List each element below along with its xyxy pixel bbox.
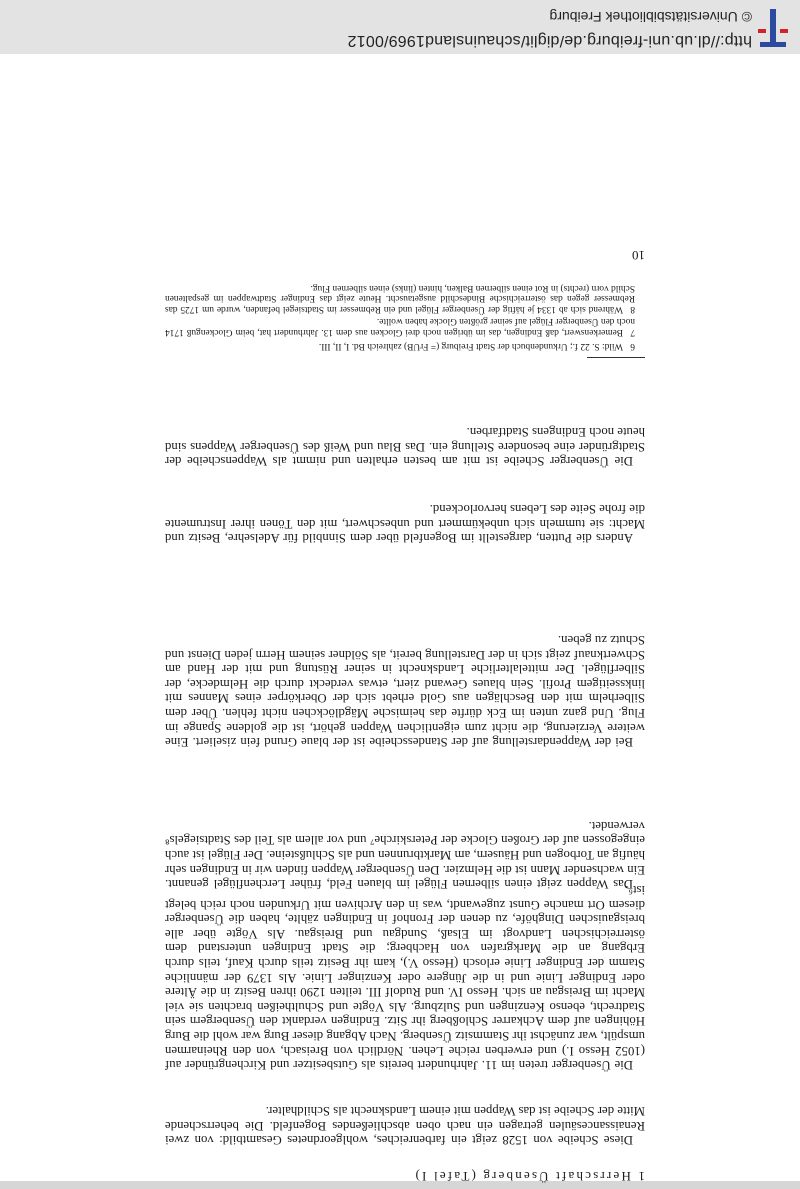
- footnote: [165, 340, 635, 351]
- ub-freiburg-logo-icon[interactable]: [750, 5, 796, 51]
- paragraph: Die Üsenberger treten im 11. Jahrhundert bereits als Gutsbesitzer und Kirchengründer auf (1052 Hesso I.) und erwerben reiche Lehen. Nördlich von Breisach, von den Rheinarmen umspült, war zunächst ihr Stammsitz Üsenberg. Nach Abgang dieser Burg war wohl die Burg Höhingen auf dem Achkarrer Schloßberg ihr Sitz. Endingen verdankt den Üsenbergern sein Stadtrecht, ebenso Kenzingen und Sulzburg. Als Vögte und Schultheißen brachten sie viel Macht im Breisgau an sich. Hesso IV. und Rudolf III. teilten 1290 ihren Besitz in die Ältere oder Endinger Linie und in die Jüngere oder Kenzinger Linie. Als 1379 der männliche Stamm der Endinger Linie erlosch (Hesso V.), kam ihr Besitz teils durch Kauf, teils durch Erbgang an die Markgrafen von Hachberg; die Stadt Endingen unterstand dem österreichischen Landvogt im Elsaß, Sundgau und Breisgau. Als Vögte über alle breisgauischen Dinghöfe, zu denen der Fronhof in Endingen zählte, haben die Üsenberger diesem Ort manche Gunst zugewandt, was in den Archiven mit Urkunden noch reich belegt ist⁶.: [165, 883, 645, 1073]
- footnote-mark: 7: [630, 327, 635, 337]
- footnote: [165, 282, 635, 314]
- paragraph: Die Üsenberger Scheibe ist mit am besten erhalten und nimmt als Wappenscheibe der Stadtgründer eine besondere Stellung ein. Das Blau und Weiß des Üsenberger Wappens sind heute noch Endingens Stadtfarben.: [165, 425, 645, 469]
- paragraph: Anders die Putten, dargestellt im Bogenfeld über dem Sinnbild für Adelsehre, Besitz und Macht: sie tummeln sich unbekümmert und unbeschwert, mit den Tönen ihrer Instrumente die frohe Seite des Lebens hervorlockend.: [165, 502, 645, 546]
- paragraph: Bei der Wappendarstellung auf der Standesscheibe ist der blaue Grund fein ziseliert. Eine weitere Verzierung, die nicht zum eigentlichen Wappen gehört, ist die goldene Spange im Flug. Und ganz unten im Eck dürfte das heimische Mägdlöckchen nicht fehlen. Über dem Silberhelm mit den Beschlägen aus Gold erhebt sich der Oberkörper eines Mannes mit linksseitigem Profil. Sein blaues Gewand ziert, etwas verdeckt durch die Helmdecke, der Silberflügel. Der mittelalterliche Landsknecht in seiner Rüstung und mit der Hand am Schwertknauf zeigt sich in der Darstellung bereit, als Söldner seinem Herrn jeden Dienst und Schutz zu geben.: [165, 633, 645, 750]
- paragraph: Diese Scheibe von 1528 zeigt ein farbenreiches, wohlgeordnetes Gesamtbild: von zwei Renaissancesäulen getragen ein nach oben abschließendes Bogenfeld. Die beherrschende Mitte der Scheibe ist das Wappen mit einem Landsknecht als Schildhalter.: [165, 1104, 645, 1148]
- viewer-header-bar: [0, 0, 800, 54]
- page-number: 10: [632, 248, 645, 263]
- footnote-mark: 8: [630, 304, 635, 314]
- footnote: [165, 316, 635, 337]
- footnote-text: Bemerkenswert, daß Endingen, das im übrigen noch drei Glocken aus dem 13. Jahrhundert hat, beim Glockenguß 1714 noch den Üsenberger Flügel auf seiner größten Glocke haben wollte.: [165, 316, 635, 337]
- footnote-divider: [587, 357, 645, 358]
- viewer-bottom-strip: [0, 1181, 800, 1189]
- section-title: 1 Herrschaft Üsenberg (Tafel I): [413, 1169, 645, 1184]
- paragraph: Das Wappen zeigt einen silbernen Flügel im blauen Feld, früher Lerchenflügel genannt. Ein wachsender Mann ist die Helmzier. Den Üsenberger Wappen finden wir in Endingen sehr häufig an Torbogen und Häusern, am Marktbrunnen und als Schlußsteine. Der Flügel ist auch eingegossen auf der Großen Glocke der Peterskirche⁷ und vor allem als Teil des Stadtsiegels⁸ verwendet.: [165, 818, 645, 892]
- document-url-link[interactable]: http://dl.ub.uni-freiburg.de/diglit/schauinsland1969/0012: [347, 32, 752, 49]
- footnote-text: Wild: S. 22 f.; Urkundenbuch der Stadt Freiburg (= FrUB) zahlreich Bd. I, II, III.: [318, 341, 623, 351]
- footnote-mark: 6: [630, 341, 635, 351]
- copyright-text: © Universitätsbibliothek Freiburg: [549, 9, 752, 25]
- footnote-text: Während sich ab 1334 je häftig der Üsenberger Flügel und ein Rebmesser im Stadtsiegel befanden, wurde um 1725 das Rebmesser gegen das österreichische Bindeschild ausgetauscht. Heute zeigt das Endinger Stadtwappen im gespaltenen Schild vorn (rechts) in Rot einen silbernen Balken, hinten (links) einen silbernen Flug.: [165, 282, 635, 314]
